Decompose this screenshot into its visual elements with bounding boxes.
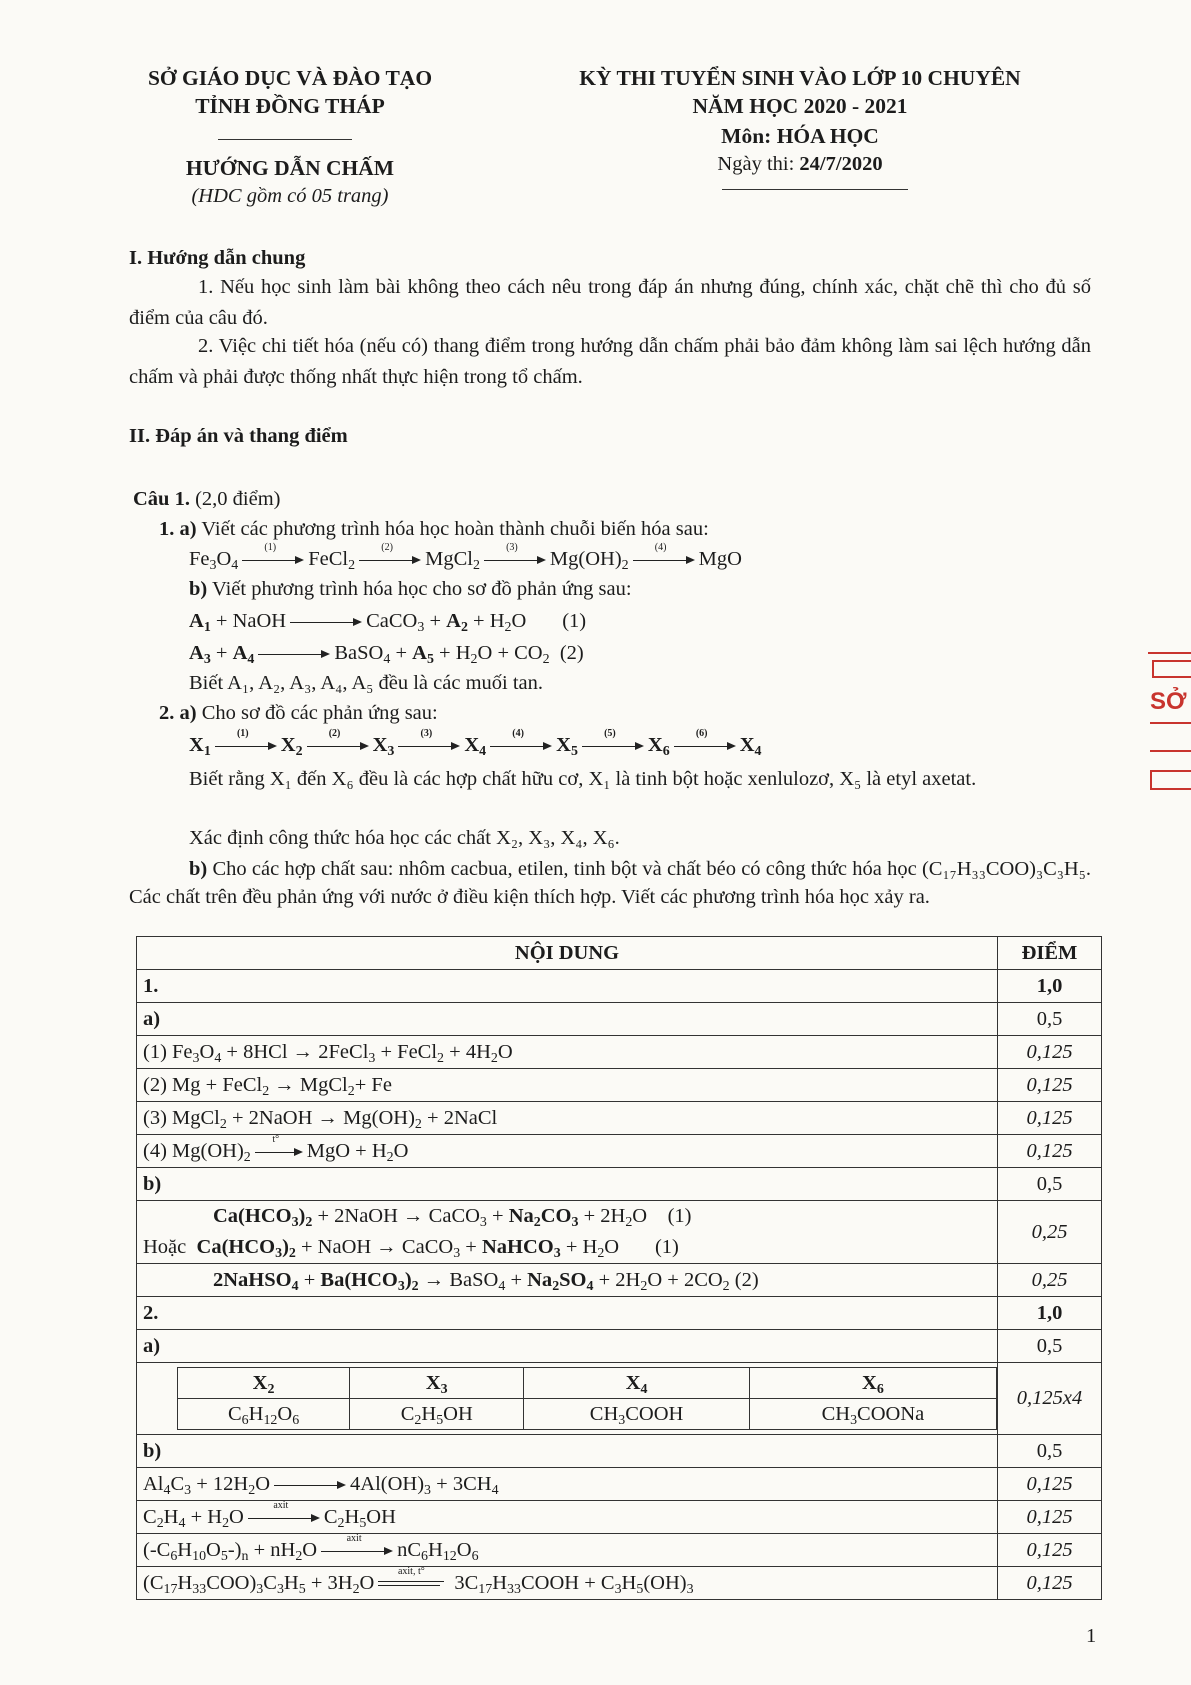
- table-row: [137, 1168, 1102, 1201]
- equation: (2) Mg + FeCl$_2$ → MgCl$_2$+ Fe: [137, 1069, 998, 1102]
- question-1b-note: Biết A₁, A₂, A₃, A₄, A₅ đều là các muối tan.: [189, 672, 544, 694]
- question-2a-note: Biết rằng X₁ đến X₆ đều là các hợp chất hữu cơ, X₁ là tinh bột hoặc xenlulozơ, X₅ là etyl axetat.: [189, 768, 977, 790]
- row-points: 0,25: [998, 1264, 1102, 1297]
- chain-1a: $Fe_3O_4$ (1) FeCl$_2$ (2) MgCl$_2$ (3) $Mg(OH)_2$ (4) MgO: [189, 542, 742, 574]
- inner-header: $X_6$: [749, 1368, 996, 1399]
- row-label: 2.: [137, 1297, 998, 1330]
- section-1-paragraph-1: 1. Nếu học sinh làm bài không theo cách nêu trong đáp án nhưng đúng, chính xác, chặt chẽ thì cho đủ số điểm của câu đó.: [129, 276, 1091, 329]
- equation: (4) $Mg(OH)_2$ t° MgO + $H_2O$: [137, 1135, 998, 1168]
- equation: (3) MgCl$_2$ + 2NaOH → $Mg(OH)_2$ + 2NaCl: [137, 1102, 998, 1135]
- table-row: [137, 1567, 1102, 1600]
- row-points: 0,125: [998, 1501, 1102, 1534]
- row-points: 0,125: [998, 1468, 1102, 1501]
- row-points: 0,5: [998, 1168, 1102, 1201]
- equation: $C_2H_4 + H_2O$ axit $C_2H_5OH$: [137, 1501, 998, 1534]
- school-year: NĂM HỌC 2020 - 2021: [692, 94, 908, 118]
- exam-date: Ngày thi: 24/7/2020: [717, 153, 883, 175]
- section-1-paragraph-2: 2. Việc chi tiết hóa (nếu có) thang điểm trong hướng dẫn chấm phải bảo đảm không làm sai lệch hướng dẫn chấm và phải được thống nhất thực hiện trong tổ chấm.: [129, 335, 1091, 388]
- substances-table: [177, 1367, 997, 1430]
- province-name: TỈNH ĐỒNG THÁP: [195, 94, 385, 118]
- or-label: Hoặc: [143, 1236, 187, 1258]
- question-2a: 2. a) Cho sơ đồ các phản ứng sau:: [159, 702, 438, 724]
- question-1b: b) Viết phương trình hóa học cho sơ đồ phản ứng sau:: [189, 578, 632, 600]
- row-points: 0,5: [998, 1435, 1102, 1468]
- page-number: 1: [1086, 1625, 1097, 1647]
- header-right-rule: [722, 189, 908, 190]
- row-label: b): [137, 1435, 998, 1468]
- table-row: [137, 1330, 1102, 1363]
- header-points: ĐIỂM: [998, 937, 1102, 970]
- row-points: 0,125: [998, 1135, 1102, 1168]
- row-points: 0,125: [998, 1567, 1102, 1600]
- exam-name: KỲ THI TUYỂN SINH VÀO LỚP 10 CHUYÊN: [579, 66, 1021, 90]
- equation: $(C_{17}H_{33}COO)_3C_3H_5 + 3H_2O$ axit, t° $3C_{17}H_{33}COOH + C_3H_5(OH)_3$: [137, 1567, 998, 1600]
- table-row: [137, 1036, 1102, 1069]
- table-row: [137, 1102, 1102, 1135]
- row-points: 0,5: [998, 1330, 1102, 1363]
- row-points: 0,125: [998, 1069, 1102, 1102]
- table-header-row: [137, 937, 1102, 970]
- row-points: 1,0: [998, 1297, 1102, 1330]
- chain-2a: $X_1$ (1) $X_2$ (2) $X_3$ (3) $X_4$ (4) $X_5$ (5) $X_6$ (6) $X_4$: [189, 728, 762, 760]
- equation: (1) $Fe_3O_4 + 8HCl$ → 2FeCl$_3$ + FeCl$_2$ + $4H_2O$: [137, 1036, 998, 1069]
- equation: 2NaHSO$_4$ + $Ba(HCO_3)_2$ → BaSO$_4$ + $Na_2SO_4 + 2H_2O + 2CO_2$ (2): [137, 1264, 998, 1297]
- inner-cell: $CH_3COOH$: [524, 1399, 749, 1430]
- table-row: [137, 1501, 1102, 1534]
- inner-cell: $CH_3COONa$: [749, 1399, 996, 1430]
- row-points: 0,125: [998, 1036, 1102, 1069]
- row-label: a): [137, 1330, 998, 1363]
- row-points: 0,125: [998, 1534, 1102, 1567]
- row-points: 0,125x4: [998, 1363, 1102, 1435]
- question-2b: b) Cho các hợp chất sau: nhôm cacbua, etilen, tinh bột và chất béo có công thức hóa học (C₁₇H₃₃COO)₃C₃H₅. Các chất trên đều phản ứng với nước ở điều kiện thích hợp. Viết các phương trình hóa học xảy ra.: [129, 858, 1092, 908]
- table-row: [137, 1435, 1102, 1468]
- question-2a-ask: Xác định công thức hóa học các chất X₂, X₃, X₄, X₆.: [189, 827, 620, 849]
- department-name: SỞ GIÁO DỤC VÀ ĐÀO TẠO: [147, 66, 433, 90]
- inner-header: $X_3$: [350, 1368, 524, 1399]
- table-row: [137, 1363, 1102, 1435]
- row-points: 1,0: [998, 970, 1102, 1003]
- inner-header: $X_4$: [524, 1368, 749, 1399]
- table-row: [137, 970, 1102, 1003]
- equation-pair: $Ca(HCO_3)_2$ + 2NaOH → CaCO$_3$ + $Na_2CO_3 + 2H_2O$ (1) Hoặc $Ca(HCO_3)_2$ + NaOH → CaCO$_3$ + NaHCO$_3$ + $H_2O$ (1): [137, 1201, 998, 1264]
- scheme-1b-eq1: $A_1$ + NaOH CaCO$_3$ + $A_2 + H_2O$ (1): [189, 610, 587, 636]
- doc-page-note: (HDC gồm có 05 trang): [191, 185, 389, 207]
- row-label: b): [137, 1168, 998, 1201]
- table-row: [137, 1069, 1102, 1102]
- header-content: NỘI DUNG: [137, 937, 998, 970]
- table-row: [137, 1135, 1102, 1168]
- equation: $Al_4C_3 + 12H_2O$ $4Al(OH)_3 + 3CH_4$: [137, 1468, 998, 1501]
- table-row: [137, 1264, 1102, 1297]
- table-row: [137, 1468, 1102, 1501]
- question-1a: 1. a) Viết các phương trình hóa học hoàn thành chuỗi biến hóa sau:: [159, 518, 709, 540]
- stamp-text: SỞ: [1150, 688, 1187, 715]
- row-points: 0,25: [998, 1201, 1102, 1264]
- table-row: [137, 1201, 1102, 1264]
- row-label: a): [137, 1003, 998, 1036]
- doc-title: HƯỚNG DẪN CHẤM: [185, 156, 395, 180]
- table-row: [137, 1534, 1102, 1567]
- section-1-title: I. Hướng dẫn chung: [129, 247, 306, 269]
- row-points: 0,125: [998, 1102, 1102, 1135]
- official-stamp-fragment: [1146, 646, 1191, 796]
- inner-cell: $C_6H_{12}O_6$: [178, 1399, 350, 1430]
- inner-table-cell: [137, 1363, 998, 1435]
- section-2-title: II. Đáp án và thang điểm: [129, 425, 348, 447]
- table-row: [137, 1003, 1102, 1036]
- row-label: 1.: [137, 970, 998, 1003]
- inner-header: $X_2$: [178, 1368, 350, 1399]
- answer-table: [136, 936, 1102, 1600]
- table-row: [137, 1297, 1102, 1330]
- inner-cell: $C_2H_5OH$: [350, 1399, 524, 1430]
- header-left-rule: [218, 139, 352, 140]
- subject: Môn: HÓA HỌC: [721, 124, 879, 148]
- scheme-1b-eq2: $A_3 + A_4$ BaSO$_4$ + $A_5 + H_2O + CO_2$ (2): [189, 642, 584, 668]
- equation: $(-C_6H_{10}O_5-)_n + nH_2O$ axit $nC_6H_{12}O_6$: [137, 1534, 998, 1567]
- question-1-heading: Câu 1. (2,0 điểm): [133, 488, 281, 510]
- row-points: 0,5: [998, 1003, 1102, 1036]
